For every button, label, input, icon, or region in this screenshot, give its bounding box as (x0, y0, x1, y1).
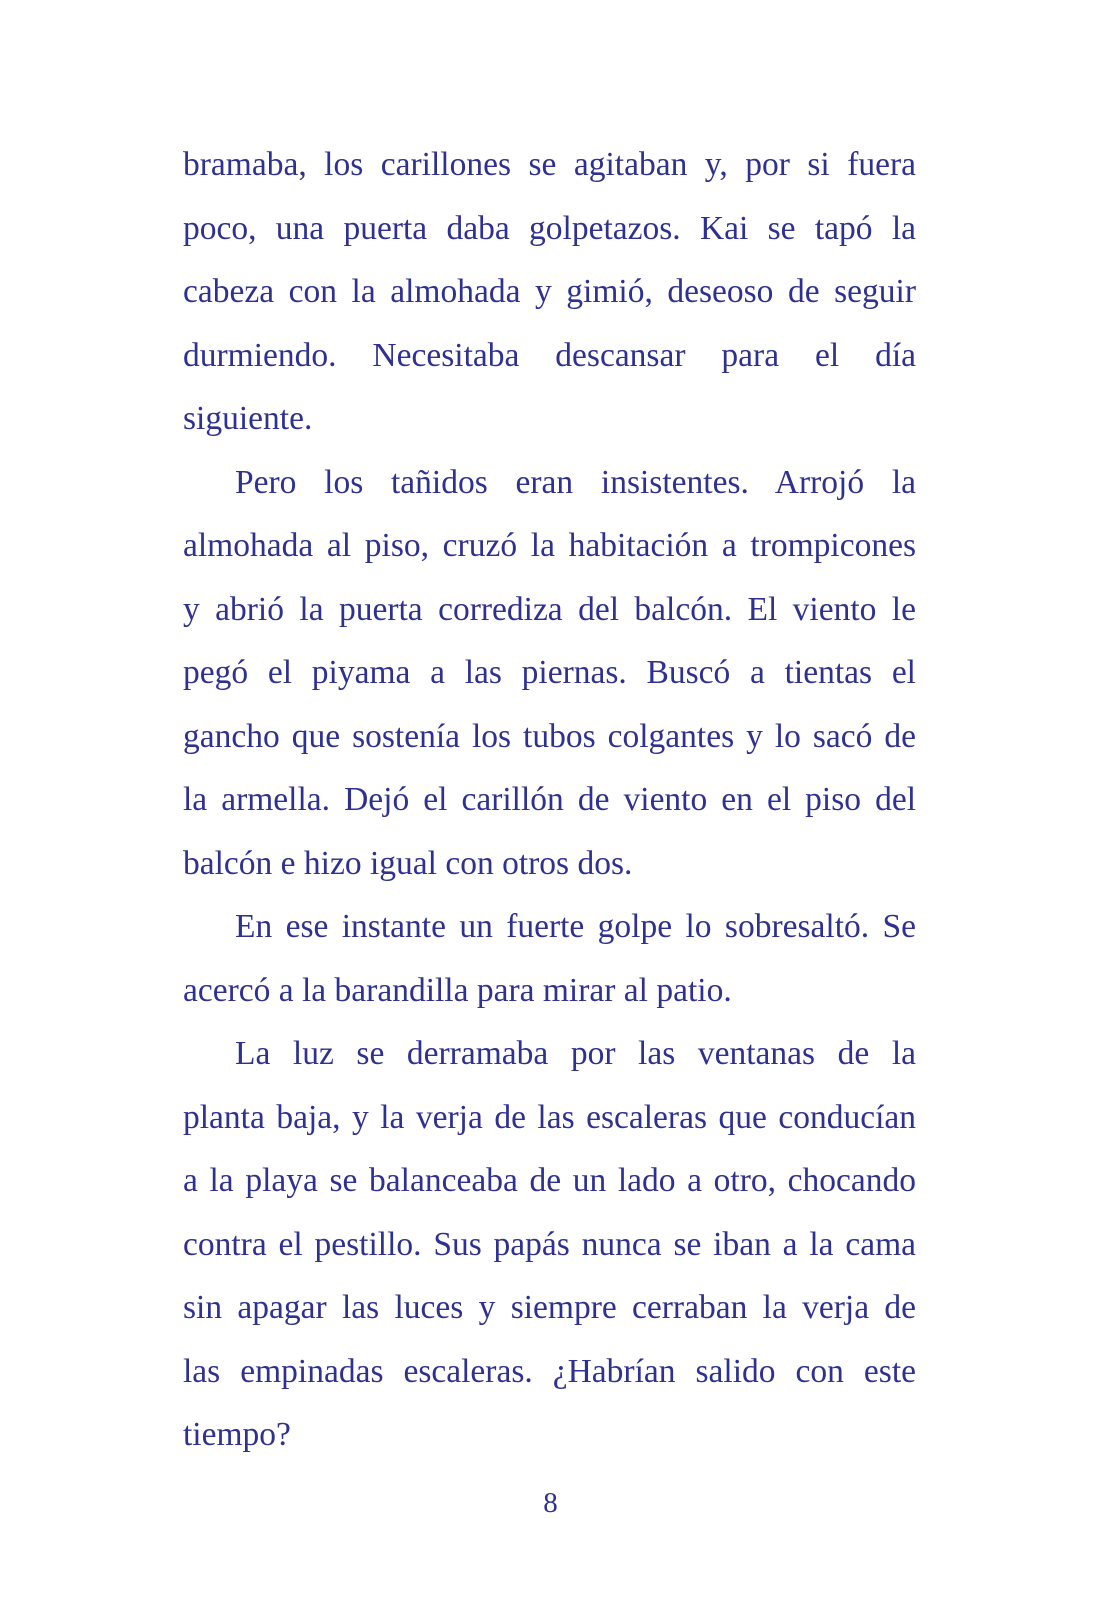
text-line: planta baja, y la verja de las escaleras que conducían (183, 1098, 916, 1136)
text-line: sin apagar las luces y siempre cerraban la verja de (183, 1289, 916, 1326)
paragraph (183, 451, 916, 896)
text-line: las empinadas escaleras. ¿Habrían salido con este (183, 1352, 916, 1390)
text-line: gancho que sostenía los tubos colgantes y lo sacó de (183, 717, 916, 755)
body-text (183, 133, 916, 1467)
text-line: contra el pestillo. Sus papás nunca se iban a la cama (183, 1225, 916, 1263)
text-line: balcón e hizo igual con otros dos. (183, 844, 633, 882)
text-line: pegó el piyama a las piernas. Buscó a tientas el (183, 654, 916, 691)
text-line: bramaba, los carillones se agitaban y, por si fuera (183, 146, 916, 183)
text-line: acercó a la barandilla para mirar al patio. (183, 971, 732, 1009)
text-line: siguiente. (183, 400, 313, 437)
text-line: la armella. Dejó el carillón de viento en el piso del (183, 781, 916, 818)
text-line: a la playa se balanceaba de un lado a otro, chocando (183, 1162, 916, 1199)
text-line: almohada al piso, cruzó la habitación a trompicones (183, 527, 916, 564)
text-line: tiempo? (183, 1416, 291, 1453)
paragraph (183, 895, 916, 1022)
text-line: Pero los tañidos eran insistentes. Arrojó la (235, 463, 916, 501)
paragraph (183, 133, 916, 451)
text-line: y abrió la puerta corrediza del balcón. El viento le (183, 590, 916, 628)
text-line: La luz se derramaba por las ventanas de la (235, 1035, 916, 1072)
text-line: durmiendo. Necesitaba descansar para el día (183, 336, 916, 374)
text-line: poco, una puerta daba golpetazos. Kai se tapó la (183, 209, 916, 247)
text-line: En ese instante un fuerte golpe lo sobresaltó. Se (235, 908, 916, 945)
text-line: cabeza con la almohada y gimió, deseoso de seguir (183, 273, 916, 310)
page-number: 8 (543, 1487, 558, 1519)
paragraph (183, 1022, 916, 1467)
